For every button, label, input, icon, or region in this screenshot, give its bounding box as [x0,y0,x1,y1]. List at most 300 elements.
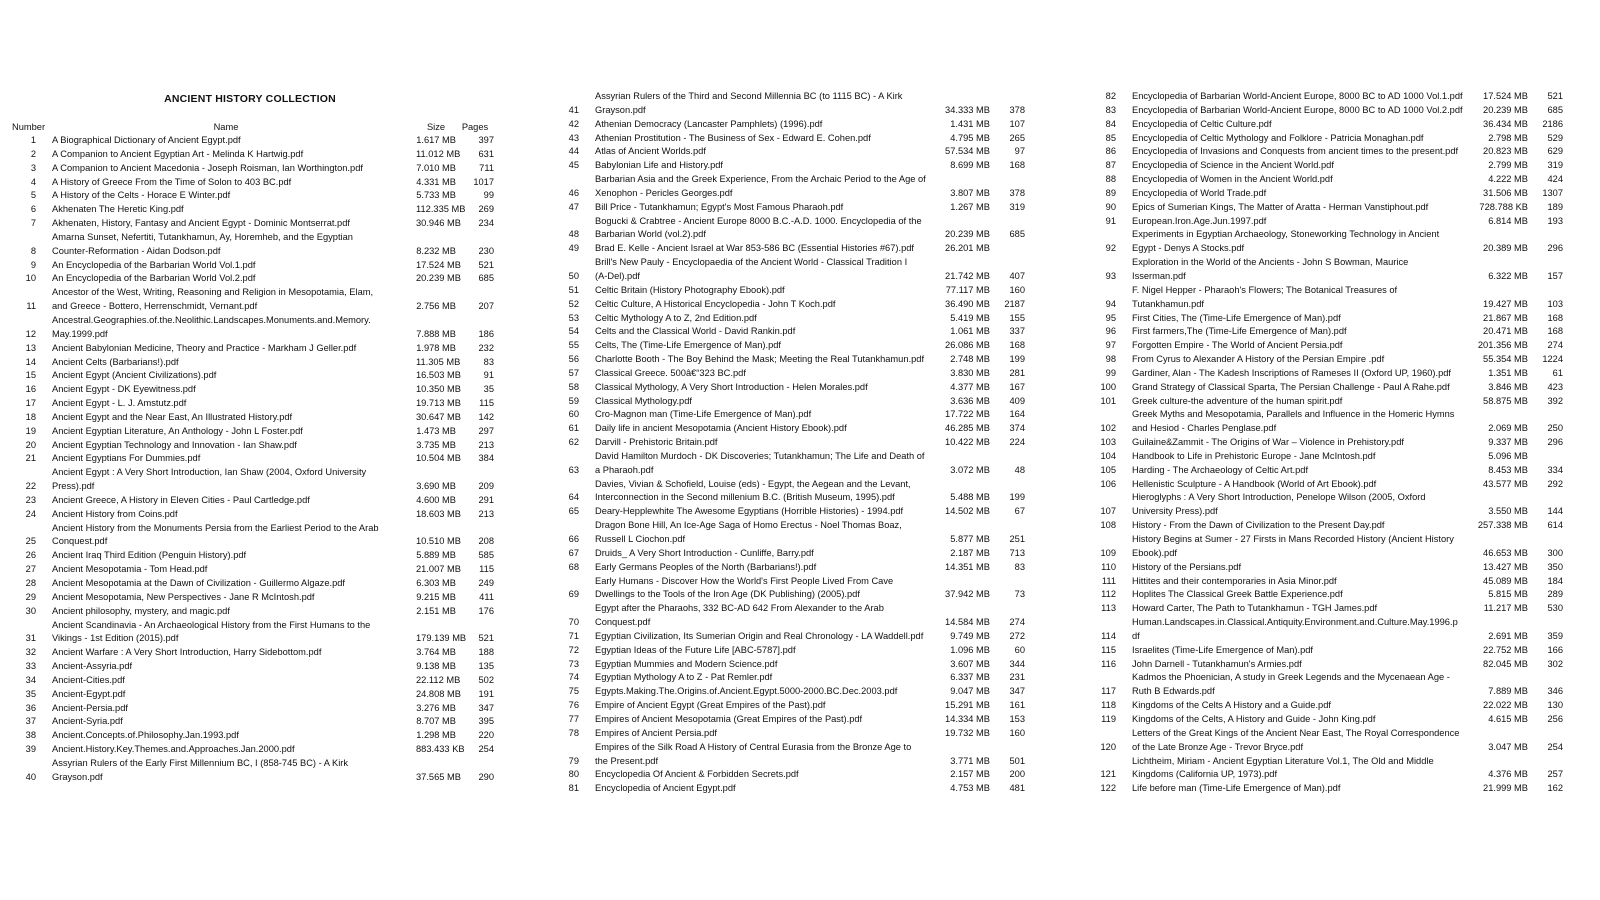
row-size: 1.267 MB [950,201,990,212]
row-pages: 521 [478,259,494,270]
row-name-continuation: Assyrian Rulers of the Third and Second Millennia BC (to 1115 BC) - A Kirk [595,91,903,101]
row-pages: 135 [478,661,494,672]
table-row [12,632,494,646]
row-size: 15.291 MB [945,700,990,711]
row-size: 3.771 MB [950,755,990,766]
row-pages: 186 [478,328,494,339]
table-row-wrap-line [12,757,494,771]
table-row [1090,325,1563,339]
row-pages: 115 [479,398,494,409]
document-title: ANCIENT HISTORY COLLECTION [164,93,336,105]
row-pages: 189 [1547,201,1563,212]
table-row [1090,215,1563,229]
row-number: 61 [568,423,579,434]
table-row [555,104,1025,118]
row-name: Isserman.pdf [1132,270,1186,281]
row-number: 6 [30,204,36,215]
row-number: 69 [568,589,579,600]
row-pages: 191 [478,688,494,699]
row-number: 22 [25,481,36,492]
row-size: 5.889 MB [416,550,456,561]
row-number: 120 [1100,741,1116,752]
header-number: Number [12,122,46,132]
row-size: 5.815 MB [1488,589,1528,600]
row-size: 58.875 MB [1483,395,1528,406]
row-number: 53 [568,312,579,323]
row-pages: 176 [478,605,494,616]
row-size: 2.748 MB [950,354,990,365]
row-number: 70 [568,617,579,628]
row-number: 26 [25,550,36,561]
row-name: Ancient.Concepts.of.Philosophy.Jan.1993.pdf [52,730,239,741]
header-size: Size [426,122,446,132]
table-row [1090,173,1563,187]
row-number: 62 [568,437,579,448]
row-number: 94 [1105,298,1116,309]
row-pages: 334 [1547,464,1563,475]
row-size: 19.713 MB [416,398,461,409]
row-pages: 224 [1009,437,1025,448]
row-pages: 319 [1009,201,1025,212]
table-row [12,715,494,729]
row-name: Ancient History from Coins.pdf [52,508,178,519]
table-row [1090,782,1563,796]
row-pages: 272 [1009,630,1025,641]
row-name: Ruth B Edwards.pdf [1132,686,1215,697]
row-pages: 297 [478,425,494,436]
row-size: 26.086 MB [945,340,990,351]
row-number: 51 [568,284,579,295]
table-row [1090,118,1563,132]
row-number: 5 [30,190,36,201]
row-number: 12 [25,328,36,339]
row-number: 24 [25,508,36,519]
row-number: 71 [568,630,579,641]
row-name: Empires of Ancient Mesopotamia (Great Empires of the Past).pdf [595,713,863,724]
row-pages: 99 [483,190,494,201]
row-name: Ancient Egyptian Literature, An Anthology - John L Foster.pdf [52,425,303,436]
table-row [1090,478,1563,492]
table-row [555,353,1025,367]
row-name: Ancient-Persia.pdf [52,702,128,713]
row-size: 1.431 MB [950,118,990,129]
table-row [555,547,1025,561]
row-number: 13 [25,342,36,353]
row-number: 36 [25,702,36,713]
row-size: 257.338 MB [1477,520,1528,531]
row-name: Early Germans Peoples of the North (Barbarians!).pdf [595,561,817,572]
table-row [555,505,1025,519]
table-row [1090,242,1563,256]
table-row-wrap-line [555,519,1025,533]
row-number: 89 [1105,187,1116,198]
table-row [12,176,494,190]
row-size: 22.752 MB [1483,644,1528,655]
row-size: 4.331 MB [416,176,456,187]
row-pages: 384 [478,453,494,464]
table-row-wrap-line [555,215,1025,229]
row-size: 5.488 MB [950,492,990,503]
row-name: Grayson.pdf [52,771,103,782]
table-row-wrap-line [1090,533,1563,547]
row-name-first-line: Barbarian Asia and the Greek Experience, From the Archaic Period to the Age of [595,174,926,185]
table-row [1090,561,1563,575]
row-pages: 346 [1547,686,1563,697]
table-row [12,660,494,674]
row-name: the Present.pdf [595,755,659,766]
row-name: Ancient Iraq Third Edition (Penguin History).pdf [52,550,247,561]
row-name: History of the Persians.pdf [1132,561,1242,572]
row-name: Conquest.pdf [595,617,651,628]
row-name: European.Iron.Age.Jun.1997.pdf [1132,215,1267,226]
row-pages: 230 [478,245,494,256]
row-number: 8 [30,245,36,256]
row-number: 103 [1100,437,1116,448]
row-size: 7.888 MB [416,328,456,339]
row-pages: 530 [1547,603,1563,614]
row-pages: 251 [1009,534,1025,544]
row-size: 4.222 MB [1488,174,1528,185]
table-row [12,411,494,425]
table-column-2 [555,90,1025,796]
row-name-first-line: Lichtheim, Miriam - Ancient Egyptian Literature Vol.1, The Old and Middle [1132,755,1434,766]
row-size: 24.808 MB [416,688,461,699]
row-name: Egyptian Mummies and Modern Science.pdf [595,658,778,669]
row-pages: 142 [478,411,494,422]
row-pages: 685 [1547,104,1563,115]
table-row [555,408,1025,422]
row-name: Ancient-Syria.pdf [52,716,123,727]
row-name: Press).pdf [52,481,95,492]
table-row [1090,464,1563,478]
row-pages: 167 [1009,381,1025,392]
row-size: 8.453 MB [1488,464,1528,475]
row-name: History - From the Dawn of Civilization to the Present Day.pdf [1132,520,1385,531]
row-number: 55 [568,340,579,351]
row-name: Ancient Babylonian Medicine, Theory and Practice - Markham J Geller.pdf [52,342,357,353]
row-name: Dwellings to the Tools of the Iron Age (DK Publishing) (2005).pdf [595,589,860,600]
table-row [12,272,494,286]
row-name: Brad E. Kelle - Ancient Israel at War 853-586 BC (Essential Histories #67).pdf [595,243,914,254]
row-number: 11 [26,301,36,312]
header-pages: Pages [461,122,489,132]
table-row [1090,505,1563,519]
row-number: 15 [25,370,36,381]
row-pages: 411 [479,591,494,602]
row-name-first-line: Empires of the Silk Road A History of Central Eurasia from the Bronze Age to [595,741,912,752]
row-name-first-line: David Hamilton Murdoch - DK Discoveries; Tutankhamun; The Life and Death of [595,450,925,461]
row-name: May.1999.pdf [52,328,108,339]
row-pages: 168 [1009,160,1025,171]
row-size: 9.337 MB [1488,437,1528,448]
table-row [555,671,1025,685]
row-size: 4.753 MB [950,783,990,794]
row-pages: 207 [478,301,494,312]
row-size: 11.305 MB [416,356,461,367]
row-name: Guilaine&Zammit - The Origins of War – Violence in Prehistory.pdf [1132,437,1404,448]
row-size: 21.742 MB [945,270,990,281]
row-number: 119 [1101,713,1116,724]
row-pages: 1224 [1542,354,1563,365]
row-name: A Biographical Dictionary of Ancient Egypt.pdf [52,135,241,145]
row-name-first-line: Egypt after the Pharaohs, 332 BC-AD 642 From Alexander to the Arab [595,603,884,614]
table-column-1 [12,120,494,785]
table-row [555,395,1025,409]
row-name: Encyclopedia Of Ancient & Forbidden Secrets.pdf [595,769,799,780]
row-pages: 213 [478,508,494,519]
row-number: 80 [568,769,579,780]
row-number: 10 [25,273,36,284]
table-row [12,452,494,466]
table-row [1090,450,1563,464]
row-size: 7.010 MB [416,162,456,173]
row-pages: 350 [1547,561,1563,572]
row-pages: 1017 [473,176,494,187]
table-row [555,312,1025,326]
row-name: Vikings - 1st Edition (2015).pdf [52,633,179,644]
row-size: 34.333 MB [945,104,990,115]
row-number: 18 [25,411,36,422]
row-pages: 585 [478,550,494,561]
row-name: Celtic Britain (History Photography Ebook).pdf [595,284,785,295]
row-name: (A-Del).pdf [595,270,640,281]
row-size: 10.422 MB [945,437,990,448]
table-row [555,685,1025,699]
row-pages: 220 [478,730,494,741]
row-name: Ancient Egypt (Ancient Civilizations).pdf [52,370,217,381]
row-number: 76 [568,700,579,711]
row-number: 4 [30,176,36,187]
table-row [1090,298,1563,312]
row-size: 20.239 MB [416,273,461,284]
row-size: 1.473 MB [416,425,456,436]
row-name: Celts and the Classical World - David Rankin.pdf [595,326,796,337]
row-name-first-line: Human.Landscapes.in.Classical.Antiquity.Environment.and.Culture.May.1996.p [1132,617,1458,628]
row-number: 9 [30,259,36,270]
row-number: 19 [25,425,36,436]
row-pages: 347 [1009,686,1025,697]
row-pages: 153 [1009,713,1025,724]
row-name: Classical Greece. 500â€“323 BC.pdf [595,367,746,378]
row-name-first-line: Early Humans - Discover How the World's First People Lived From Cave [595,575,894,586]
row-pages: 397 [478,135,494,145]
row-pages: 1307 [1542,187,1563,198]
row-number: 88 [1105,174,1116,185]
row-number: 102 [1100,423,1116,434]
table-row [12,162,494,176]
row-size: 3.807 MB [950,187,990,198]
row-name-first-line: Letters of the Great Kings of the Ancient Near East, The Royal Correspondence [1132,727,1460,738]
row-pages: 529 [1547,132,1563,143]
row-pages: 200 [1009,769,1025,780]
row-name: Encyclopedia of Barbarian World-Ancient Europe, 8000 BC to AD 1000 Vol.2.pdf [1132,104,1463,115]
row-size: 21.007 MB [416,564,461,575]
table-row-wrap-line [555,575,1025,589]
table-row-wrap-line [12,314,494,328]
row-pages: 168 [1009,340,1025,351]
row-number: 77 [568,713,579,724]
row-number: 64 [568,492,579,503]
table-row [12,134,494,148]
row-name-first-line: Ancient Scandinavia - An Archaeological History from the First Humans to the [52,619,371,630]
row-number: 98 [1105,354,1116,365]
row-size: 2.069 MB [1488,423,1528,434]
row-pages: 378 [1009,187,1025,198]
row-name: Conquest.pdf [52,536,108,547]
row-size: 31.506 MB [1483,187,1528,198]
table-row-wrap-line [12,466,494,480]
table-row [555,201,1025,215]
row-size: 22.022 MB [1483,700,1528,711]
table-row [555,588,1025,602]
row-size: 17.722 MB [945,409,990,420]
row-pages: 685 [1009,229,1025,240]
row-pages: 424 [1547,174,1563,185]
row-pages: 115 [479,564,494,575]
table-row [555,270,1025,284]
row-name: Athenian Prostitution - The Business of Sex - Edward E. Cohen.pdf [595,132,871,143]
row-pages: 160 [1009,727,1025,738]
table-row [555,561,1025,575]
row-name-first-line: Dragon Bone Hill, An Ice-Age Saga of Homo Erectus - Noel Thomas Boaz, [595,520,902,531]
row-size: 3.830 MB [950,367,990,378]
row-name: Cro-Magnon man (Time-Life Emergence of Man).pdf [595,409,812,420]
row-pages: 184 [1547,575,1563,586]
row-pages: 685 [478,273,494,284]
row-number: 57 [568,367,579,378]
row-number: 111 [1101,575,1116,586]
table-row [1090,381,1563,395]
row-number: 97 [1105,340,1116,351]
table-row [1090,685,1563,699]
row-size: 883.433 KB [416,744,465,755]
row-name: Egyptian Mythology A to Z - Pat Remler.pdf [595,672,773,683]
row-pages: 302 [1547,658,1563,669]
row-number: 47 [568,201,579,212]
row-name: Ancient-Assyria.pdf [52,661,133,672]
row-name: Atlas of Ancient Worlds.pdf [595,146,706,157]
row-number: 37 [25,716,36,727]
row-name: Ancient Egyptians For Dummies.pdf [52,453,201,464]
row-pages: 103 [1547,298,1563,309]
row-size: 6.814 MB [1488,215,1528,226]
table-row [555,533,1025,547]
row-pages: 213 [478,439,494,450]
table-row [1090,547,1563,561]
row-number: 25 [25,536,36,547]
row-size: 19.427 MB [1483,298,1528,309]
row-size: 2.799 MB [1488,160,1528,171]
table-row [12,577,494,591]
table-row [555,284,1025,298]
row-size: 30.946 MB [416,218,461,229]
row-number: 56 [568,354,579,365]
table-row [12,245,494,259]
table-row [12,605,494,619]
table-row [555,768,1025,782]
table-row [555,491,1025,505]
row-number: 3 [30,162,36,173]
row-size: 3.636 MB [950,395,990,406]
row-number: 52 [568,298,579,309]
row-name: Ebook).pdf [1132,547,1177,558]
row-size: 5.733 MB [416,190,456,201]
row-size: 17.524 MB [1483,91,1528,101]
table-row [12,674,494,688]
row-name: Barbarian World (vol.2).pdf [595,229,706,240]
row-number: 116 [1101,658,1116,669]
row-number: 106 [1100,478,1116,489]
table-row [555,228,1025,242]
row-pages: 713 [1009,547,1025,558]
row-size: 2.187 MB [950,547,990,558]
row-size: 8.699 MB [950,160,990,171]
table-row [12,494,494,508]
table-row [1090,132,1563,146]
row-name: Charlotte Booth - The Boy Behind the Mask; Meeting the Real Tutankhamun.pdf [595,354,925,365]
row-name: Tutankhamun.pdf [1132,298,1205,309]
row-number: 60 [568,409,579,420]
table-row [555,436,1025,450]
table-row-wrap-line [1090,491,1563,505]
row-number: 78 [568,727,579,738]
row-size: 3.276 MB [416,702,456,713]
table-row [1090,104,1563,118]
row-pages: 409 [1009,395,1025,406]
row-pages: 274 [1547,340,1563,351]
row-name: An Encyclopedia of the Barbarian World Vol.2.pdf [52,273,256,284]
table-row [12,148,494,162]
row-name-first-line: Bogucki & Crabtree - Ancient Europe 8000 B.C.-A.D. 1000. Encyclopedia of the [595,215,922,226]
table-row [12,328,494,342]
row-size: 6.303 MB [416,578,456,588]
row-name: Darvill - Prehistoric Britain.pdf [595,437,718,448]
row-name: Encyclopedia of Invasions and Conquests from ancient times to the present.pdf [1132,146,1459,157]
row-pages: 423 [1547,381,1563,392]
row-size: 4.377 MB [950,381,990,392]
table-row [1090,630,1563,644]
row-pages: 274 [1009,617,1025,628]
row-pages: 144 [1547,506,1563,517]
row-name: Akhenaten The Heretic King.pdf [52,204,184,215]
row-number: 113 [1101,603,1116,614]
row-size: 57.534 MB [945,146,990,157]
row-number: 49 [568,243,579,254]
row-number: 83 [1105,104,1116,115]
row-pages: 83 [483,356,494,367]
table-row [12,439,494,453]
table-row [555,713,1025,727]
table-row-wrap-line [1090,284,1563,298]
row-pages: 359 [1547,630,1563,641]
table-row-wrap-line [555,256,1025,270]
row-number: 38 [25,730,36,741]
row-size: 4.795 MB [950,132,990,143]
row-name: Celtic Mythology A to Z, 2nd Edition.pdf [595,312,757,323]
table-row [12,549,494,563]
row-size: 22.112 MB [416,674,461,685]
row-pages: 188 [478,647,494,658]
table-row [555,381,1025,395]
row-name: A Companion to Ancient Egyptian Art - Melinda K Hartwig.pdf [52,148,304,159]
row-name: Gardiner, Alan - The Kadesh Inscriptions of Rameses II (Oxford UP, 1960).pdf [1132,367,1452,378]
row-pages: 168 [1547,326,1563,337]
row-size: 3.047 MB [1488,741,1528,752]
row-number: 92 [1105,243,1116,254]
row-number: 91 [1105,215,1116,226]
row-number: 114 [1101,630,1116,641]
table-row-wrap-line [1090,228,1563,242]
